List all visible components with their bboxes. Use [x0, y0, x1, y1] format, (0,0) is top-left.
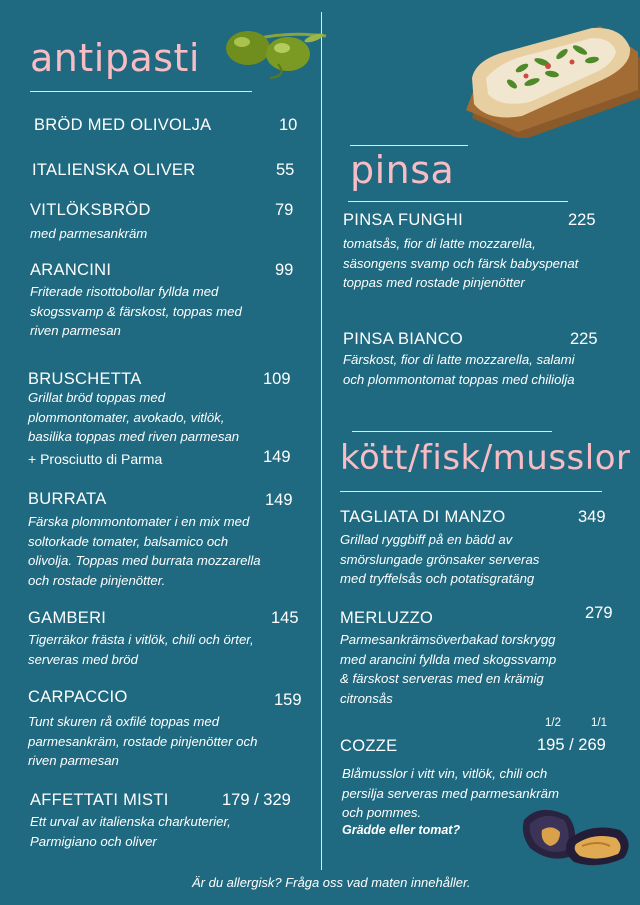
pinsa-heading: pinsa	[350, 148, 455, 192]
item-carpaccio-price: 159	[274, 691, 302, 709]
item-pinsa-funghi-desc: tomatsås, fior di latte mozzarella, säsongens svamp och färsk babyspenat toppas med rostade pinjenötter	[343, 236, 579, 291]
item-carpaccio-name: CARPACCIO	[28, 688, 128, 706]
item-brod-name: BRÖD MED OLIVOLJA	[34, 116, 212, 134]
antipasti-heading: antipasti	[30, 36, 200, 80]
column-divider	[321, 12, 322, 870]
item-pinsa-funghi-name: PINSA FUNGHI	[343, 211, 464, 229]
item-pinsa-funghi-price: 225	[568, 211, 596, 229]
item-burrata-price: 149	[265, 491, 293, 509]
item-bruschetta-price: 109	[263, 370, 291, 388]
item-oliver-name: ITALIENSKA OLIVER	[32, 161, 196, 179]
item-gamberi-name: GAMBERI	[28, 609, 107, 627]
item-tagliata-name: TAGLIATA DI MANZO	[340, 508, 506, 526]
meat-underline	[340, 491, 602, 492]
pinsa-overline	[350, 145, 468, 146]
allergy-footer: Är du allergisk? Fråga oss vad maten innehåller.	[192, 875, 471, 890]
item-bruschetta-addon: + Prosciutto di Parma	[28, 451, 163, 467]
item-arancini-name: ARANCINI	[30, 261, 112, 279]
meat-heading: kött/fisk/musslor	[340, 438, 631, 478]
item-brod-price: 10	[279, 116, 298, 134]
meat-overline	[352, 431, 552, 432]
item-vitlok-desc: med parmesankräm	[30, 226, 148, 241]
item-vitlok-name: VITLÖKSBRÖD	[30, 201, 151, 219]
item-burrata-desc: Färska plommontomater i en mix med soltorkade tomater, balsamico och olivolja. Toppas med burrata mozzarella och rostade pinjenötter.	[28, 514, 261, 588]
item-bruschetta-addon-price: 149	[263, 448, 291, 466]
item-cozze-price: 195 / 269	[537, 736, 606, 754]
antipasti-underline	[30, 91, 252, 92]
item-cozze-name: COZZE	[340, 737, 398, 755]
item-arancini-price: 99	[275, 261, 294, 279]
pinsa-underline	[348, 201, 568, 202]
item-tagliata-desc: Grillad ryggbiff på en bädd av smörslungade grönsaker serveras med tryffelsås och potatisgratäng	[340, 532, 540, 587]
item-bruschetta-name: BRUSCHETTA	[28, 370, 142, 388]
item-pinsa-bianco-name: PINSA BIANCO	[343, 330, 464, 348]
cozze-full-label: 1/1	[591, 717, 607, 729]
item-gamberi-desc: Tigerräkor frästa i vitlök, chili och örter, serveras med bröd	[28, 632, 254, 667]
item-carpaccio-desc: Tunt skuren rå oxfilé toppas med parmesankräm, rostade pinjenötter och riven parmesan	[28, 714, 258, 769]
item-bruschetta-desc: Grillat bröd toppas med plommontomater, avokado, vitlök, basilika toppas med riven parmesan	[28, 390, 240, 445]
item-merluzzo-desc: Parmesankrämsöverbakad torskrygg med arancini fyllda med skogssvamp & färskost serveras med en krämig citronsås	[340, 632, 557, 706]
item-arancini-desc: Friterade risottobollar fyllda med skogssvamp & färskost, toppas med riven parmesan	[30, 284, 242, 339]
item-pinsa-bianco-desc: Färskost, fior di latte mozzarella, salami och plommontomat toppas med chiliolja	[343, 352, 575, 387]
item-tagliata-price: 349	[578, 508, 606, 526]
item-merluzzo-name: MERLUZZO	[340, 609, 434, 627]
item-oliver-price: 55	[276, 161, 295, 179]
item-merluzzo-price: 279	[585, 604, 613, 622]
item-cozze-choice: Grädde eller tomat?	[342, 823, 461, 837]
pinsa-pizza-image	[452, 18, 640, 138]
item-affettati-price: 179 / 329	[222, 791, 291, 809]
olives-icon	[218, 22, 330, 80]
cozze-half-label: 1/2	[545, 717, 561, 729]
item-burrata-name: BURRATA	[28, 490, 107, 508]
item-affettati-desc: Ett urval av italienska charkuterier, Parmigiano och oliver	[30, 814, 231, 849]
item-affettati-name: AFFETTATI MISTI	[30, 791, 169, 809]
item-gamberi-price: 145	[271, 609, 299, 627]
item-cozze-desc: Blåmusslor i vitt vin, vitlök, chili och persilja serveras med parmesankräm och pommes.	[342, 766, 559, 821]
item-vitlok-price: 79	[275, 201, 294, 219]
item-pinsa-bianco-price: 225	[570, 330, 598, 348]
mussels-image	[520, 800, 635, 870]
